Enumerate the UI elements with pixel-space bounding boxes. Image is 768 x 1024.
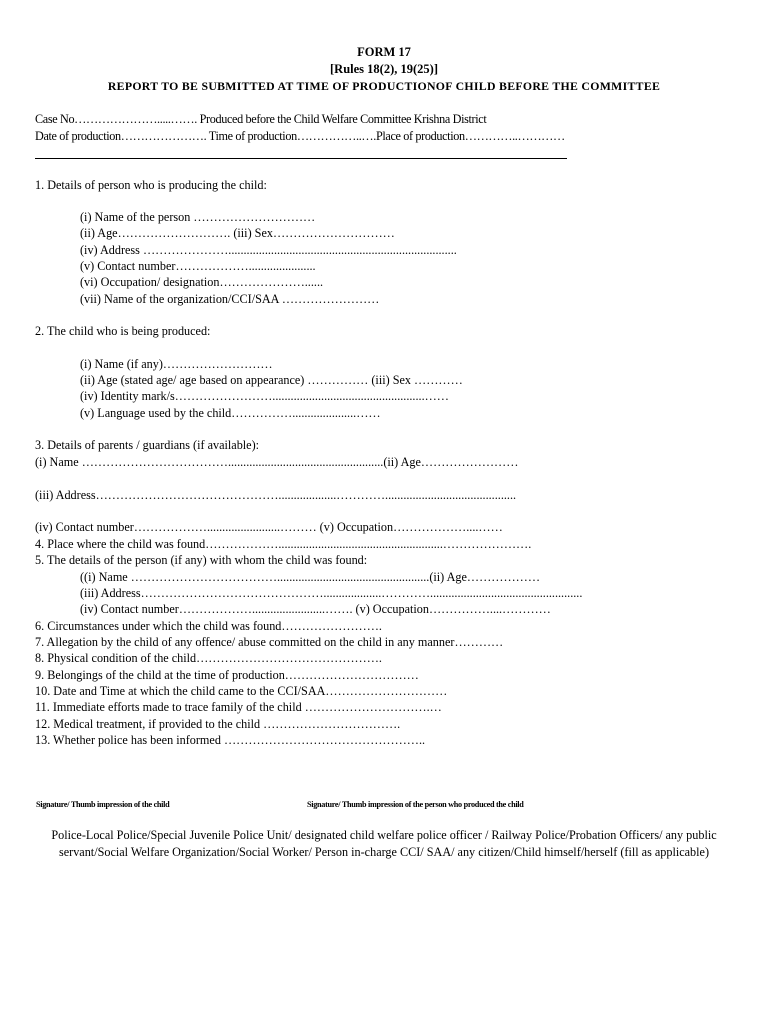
section-2-item: (i) Name (if any)……………………… bbox=[80, 357, 273, 371]
finder-address-line: (iii) Address………………………………………...................………….................................................. bbox=[80, 586, 583, 600]
section-3-heading: 3. Details of parents / guardians (if available): bbox=[35, 438, 260, 452]
form-rules: [Rules 18(2), 19(25)] bbox=[330, 62, 438, 76]
section-1-item: (iv) Address …………………........................................................................... bbox=[80, 243, 457, 257]
finder-name-line: ((i) Name ………………………………..................................................(ii) Age……………… bbox=[80, 570, 541, 584]
section-1-item: (ii) Age………………………. (iii) Sex………………………… bbox=[80, 226, 395, 240]
section-6-line: 6. Circumstances under which the child was found……………………. bbox=[35, 619, 382, 633]
section-9-line: 9. Belongings of the child at the time of production…………………………… bbox=[35, 668, 419, 682]
parent-contact-line: (iv) Contact number………………........................……… (v) Occupation………………....…… bbox=[35, 520, 503, 534]
section-1-heading: 1. Details of person who is producing the child: bbox=[35, 178, 267, 192]
section-1-item: (vii) Name of the organization/CCI/SAA …………………… bbox=[80, 292, 380, 306]
child-signature-label: Signature/ Thumb impression of the child bbox=[36, 800, 170, 809]
parent-name-line: (i) Name ………………………………...................................................(ii) Age…………………… bbox=[35, 455, 519, 469]
section-5-heading: 5. The details of the person (if any) with whom the child was found: bbox=[35, 553, 368, 567]
section-12-line: 12. Medical treatment, if provided to the child ……………………………. bbox=[35, 717, 401, 731]
section-2-heading: 2. The child who is being produced: bbox=[35, 324, 211, 338]
applicable-parties-footer: Police-Local Police/Special Juvenile Police Unit/ designated child welfare police officer / Railway Police/Probation Officers/ any public servant/Social Welfare Organization/Social Worker/ Person in-charge CCI/ SAA/ any citizen/Child himself/herself (fill as applicable) bbox=[51, 828, 717, 859]
section-2-item: (v) Language used by the child…………….....................…… bbox=[80, 406, 381, 420]
section-1-item: (i) Name of the person ………………………… bbox=[80, 210, 316, 224]
section-2-item: (iv) Identity mark/s……………………..................................................…… bbox=[80, 389, 449, 403]
section-11-line: 11. Immediate efforts made to trace family of the child ………………………….… bbox=[35, 700, 442, 714]
separator-rule bbox=[35, 158, 567, 159]
case-number-line: Case No………………….....……. Produced before the Child Welfare Committee Krishna District bbox=[35, 112, 487, 126]
finder-contact-line: (iv) Contact number………………........................……. (v) Occupation……………....………… bbox=[80, 602, 551, 616]
form-heading: REPORT TO BE SUBMITTED AT TIME OF PRODUCTIONOF CHILD BEFORE THE COMMITTEE bbox=[107, 79, 661, 93]
parent-address-line: (iii) Address………………………………………...................…………........................................... bbox=[35, 488, 517, 502]
section-7-line: 7. Allegation by the child of any offence/ abuse committed on the child in any manner………… bbox=[35, 635, 504, 649]
section-10-line: 10. Date and Time at which the child came to the CCI/SAA………………………… bbox=[35, 684, 448, 698]
section-4-line: 4. Place where the child was found………………......................................................…………………. bbox=[35, 537, 532, 551]
section-1-item: (vi) Occupation/ designation…………………...... bbox=[80, 275, 324, 289]
form-title: FORM 17 bbox=[357, 45, 411, 59]
section-1-item: (v) Contact number………………...................... bbox=[80, 259, 316, 273]
production-date-line: Date of production…………………. Time of production……………..….Place of production…………..………… bbox=[35, 129, 565, 143]
section-8-line: 8. Physical condition of the child………………………………………. bbox=[35, 651, 382, 665]
section-13-line: 13. Whether police has been informed ………………………………………….. bbox=[35, 733, 426, 747]
section-2-item: (ii) Age (stated age/ age based on appearance) …………… (iii) Sex ………… bbox=[80, 373, 463, 387]
producer-signature-label: Signature/ Thumb impression of the person who produced the child bbox=[307, 800, 524, 809]
